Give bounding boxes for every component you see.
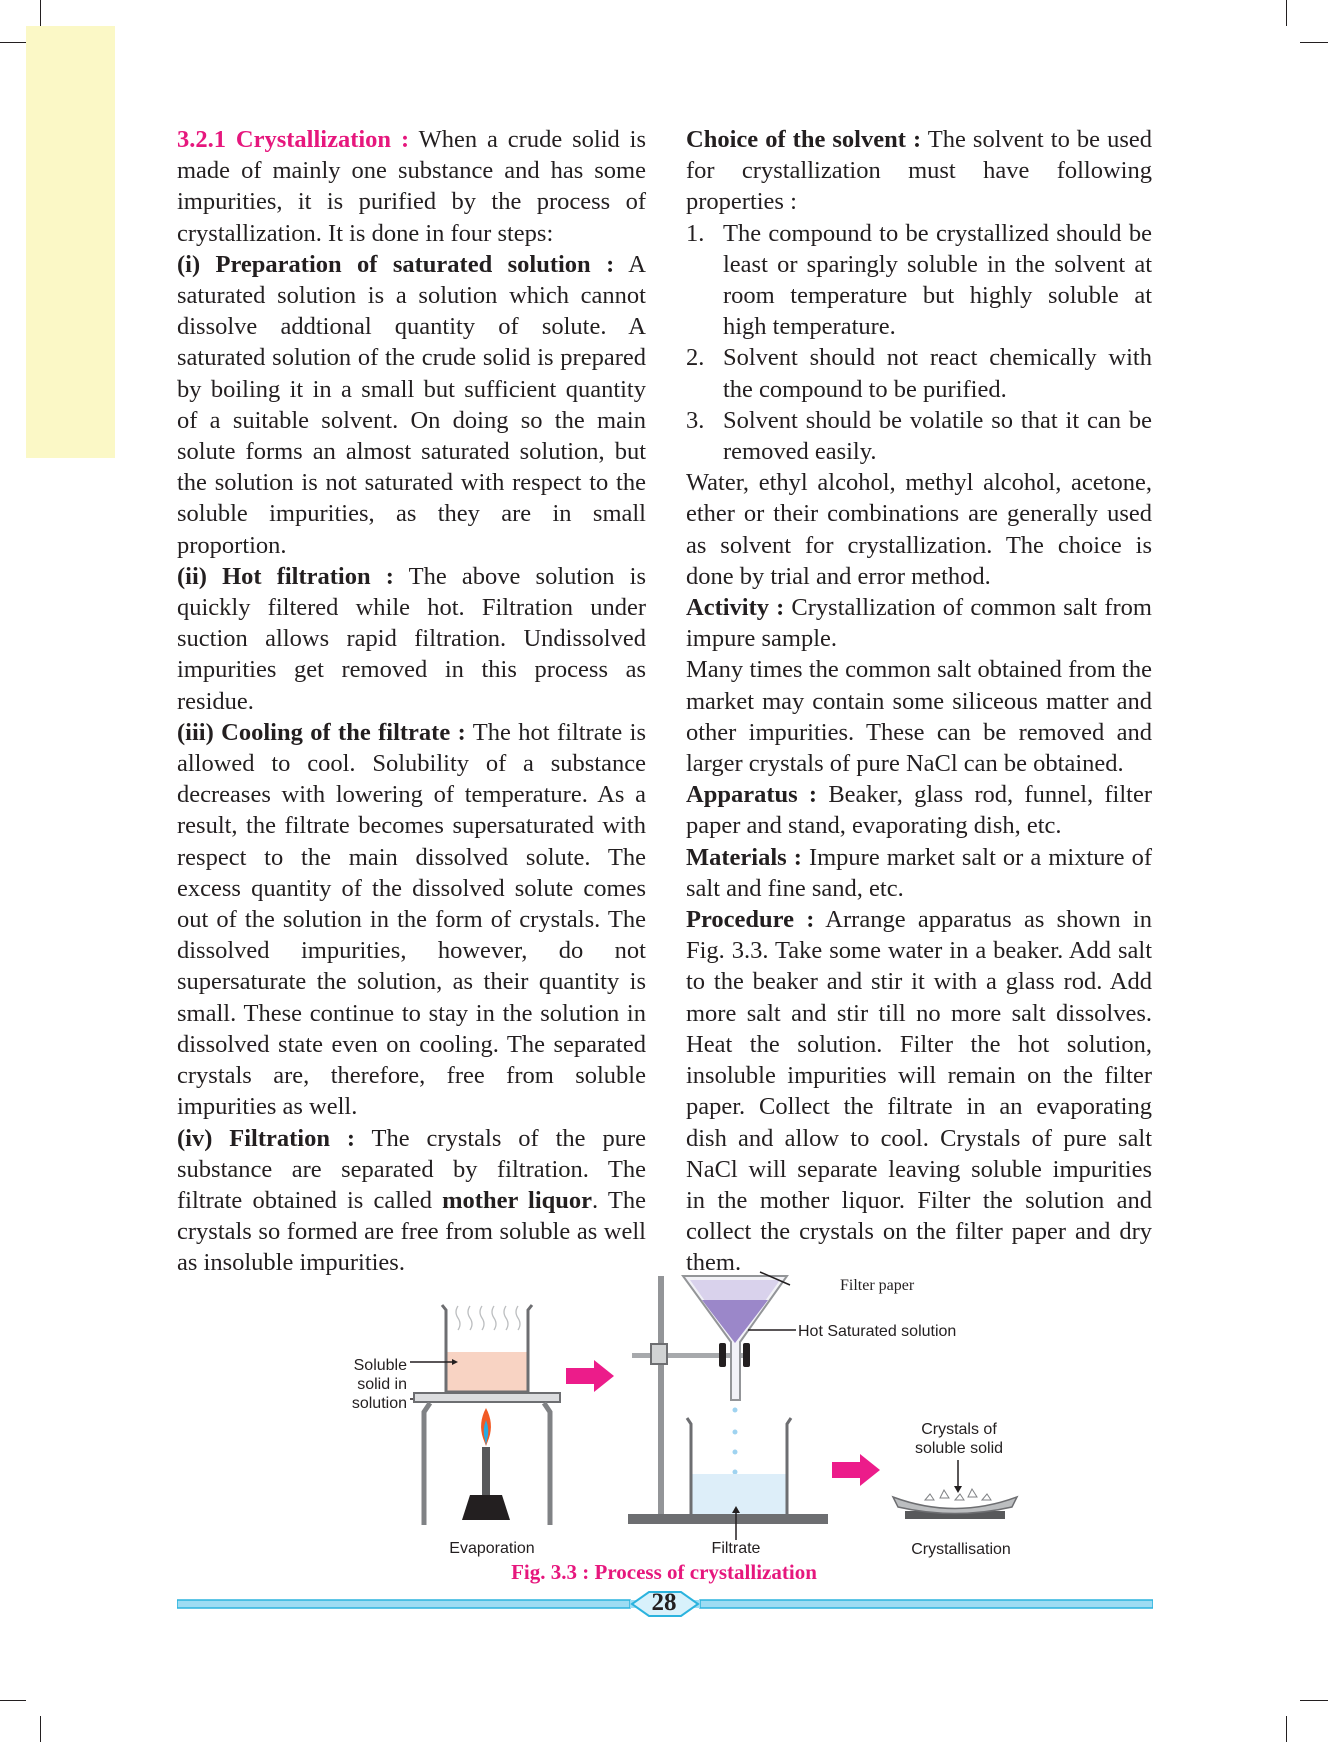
figure-caption: Fig. 3.3 : Process of crystallization	[511, 1560, 817, 1584]
list-number: 3.	[686, 406, 705, 434]
hot-solution	[702, 1300, 768, 1343]
list-item	[686, 405, 1152, 467]
crop-mark	[40, 0, 41, 26]
droplet	[733, 1450, 738, 1455]
paragraph-text: The above solution is quickly filtered while hot. Filtration under suction allows rapid filtration. Undissolved impurities get removed in this process as residue.	[177, 562, 646, 715]
step-heading: (iv) Filtration :	[177, 1124, 356, 1152]
paragraph-text: Crystallization of common salt from impure sample.	[686, 594, 1152, 653]
paragraph-text: Beaker, glass rod, funnel, filter paper and stand, evaporating dish, etc.	[686, 781, 1152, 840]
label-crystals-2: soluble solid	[914, 1440, 1004, 1457]
page-number: 28	[651, 1589, 677, 1616]
list-text: Solvent should not react chemically with the compound to be purified.	[723, 344, 1152, 403]
crop-mark	[1300, 42, 1328, 43]
activity-label: Activity :	[686, 594, 785, 622]
evaporation-setup	[410, 1305, 560, 1525]
left-column	[177, 124, 646, 1279]
paragraph-hot-filtration	[177, 561, 646, 717]
clamp-boss	[651, 1344, 667, 1364]
paragraph-saturated-solution	[177, 249, 646, 561]
paragraph-market-salt: Many times the common salt obtained from the market may contain some siliceous matter and other impurities. These can be removed and larger crystals of pure NaCl can be obtained.	[686, 656, 1152, 778]
apparatus-label: Apparatus :	[686, 781, 818, 809]
arrow-pointer	[954, 1486, 962, 1493]
paragraph-text: The crystals of the pure substance are separated by filtration. The filtrate obtained is called	[177, 1124, 646, 1214]
list-text: Solvent should be volatile so that it can be removed easily.	[723, 406, 1152, 466]
label-crystallisation: Crystallisation	[911, 1541, 1011, 1558]
paragraph-text: The hot filtrate is allowed to cool. Solubility of a substance decreases with lowering of temperature. As a result, the filtrate becomes supersaturated with respect to the main dissolved solute. The excess quantity of the dissolved solute comes out of the solution in the form of crystals. The dissolved impurities, however, do not supersaturate the solution, as their quantity is small. These continue to stay in the solution in dissolved state even on cooling. The separated crystals are, therefore, free from soluble impurities as well.	[177, 718, 646, 1121]
list-number: 2.	[686, 344, 705, 372]
chapter-tab	[26, 26, 115, 458]
paragraph-text: Arrange apparatus as shown in Fig. 3.3. Take some water in a beaker. Add salt to the beaker and stir it with a glass rod. Add more salt and stir till no more salt dissolves. Heat the solution. Filter the hot solution, insoluble impurities will remain on the filter paper. Collect the filtrate in an evaporating dish and allow to cool. Crystals of pure salt NaCl will separate leaving soluble impurities in the mother liquor. Filter the solution and collect the crystals on the filter paper and dry them.	[686, 906, 1152, 1277]
clamp-jaw-left	[719, 1343, 726, 1367]
filtrate-liquid	[693, 1474, 786, 1514]
step-heading: (iii) Cooling of the filtrate :	[177, 718, 466, 746]
paragraph-filtration	[177, 1123, 646, 1279]
paragraph-crystallization	[177, 124, 646, 249]
label-soluble-3: solution	[351, 1395, 407, 1412]
section-heading: Choice of the solvent :	[686, 126, 922, 153]
label-soluble-1: Soluble	[353, 1357, 407, 1374]
list-text: The compound to be crystallized should be least or sparingly soluble in the solvent at room temperature but highly soluble at high temperature.	[723, 219, 1152, 341]
crop-mark	[0, 42, 26, 43]
solution-in-beaker	[448, 1352, 527, 1391]
step-heading: (ii) Hot filtration :	[177, 562, 394, 590]
procedure-label: Procedure :	[686, 906, 815, 934]
crop-mark	[1286, 0, 1287, 26]
process-arrow-icon	[566, 1360, 614, 1392]
term-mother-liquor: mother liquor	[442, 1186, 593, 1214]
label-evaporation: Evaporation	[449, 1540, 535, 1557]
stand-rod	[658, 1276, 664, 1518]
burner-base	[462, 1495, 510, 1520]
step-heading: (i) Preparation of saturated solution :	[177, 250, 615, 278]
properties-list	[686, 218, 1152, 468]
paragraph-text: . The crystals so formed are free from soluble as well as insoluble impurities.	[177, 1186, 646, 1277]
paragraph-solvents: Water, ethyl alcohol, methyl alcohol, acetone, ether or their combinations are generally used as solvent for crystallization. The choice is done by trial and error method.	[686, 469, 1152, 590]
wire-gauze	[414, 1393, 560, 1402]
droplet	[733, 1408, 738, 1413]
paragraph-activity	[686, 592, 1152, 654]
list-number: 1.	[686, 219, 705, 247]
label-soluble-2: solid in	[357, 1376, 407, 1393]
process-arrow-icon	[832, 1454, 880, 1486]
label-filter-paper: Filter paper	[840, 1277, 915, 1294]
paragraph-text: When a crude solid is made of mainly one substance and has some impurities, it is purified by the process of crystallization. It is done in four steps:	[177, 126, 646, 247]
crystallization-figure	[330, 1266, 1050, 1571]
materials-label: Materials :	[686, 843, 802, 871]
filtration-setup	[628, 1272, 828, 1540]
droplet	[733, 1430, 738, 1435]
paragraph-text: A saturated solution is a solution which cannot dissolve addtional quantity of solute. A saturated solution of the crude solid is prepared by boiling it in a small but sufficient quantity of a suitable solvent. On doing so the main solute forms an almost saturated solution, but the solution is not saturated with respect to the soluble impurities, as they are in small proportion.	[177, 250, 646, 559]
paragraph-materials	[686, 842, 1152, 904]
label-crystals-1: Crystals of	[921, 1421, 997, 1438]
crop-mark	[0, 1700, 26, 1701]
crop-mark	[1286, 1716, 1287, 1742]
list-item	[686, 218, 1152, 343]
section-heading: 3.2.1 Crystallization :	[177, 126, 410, 153]
right-column	[686, 124, 1152, 1279]
crop-mark	[40, 1716, 41, 1742]
burner-tube	[482, 1447, 490, 1495]
vapour-lines	[456, 1306, 520, 1330]
label-filtrate: Filtrate	[711, 1540, 761, 1557]
paragraph-procedure	[686, 904, 1152, 1278]
paragraph-text: The solvent to be used for crystallization must have following properties :	[686, 126, 1152, 216]
paragraph-cooling	[177, 717, 646, 1123]
crystallisation-setup	[893, 1460, 1017, 1519]
list-item	[686, 342, 1152, 404]
label-hot-saturated: Hot Saturated solution	[798, 1323, 957, 1340]
clamp-jaw-right	[743, 1343, 750, 1367]
paragraph-text: Impure market salt or a mixture of salt and fine sand, etc.	[686, 843, 1153, 902]
droplet	[733, 1470, 738, 1475]
paragraph-apparatus	[686, 779, 1152, 841]
paragraph-choice-of-solvent	[686, 124, 1152, 218]
crop-mark	[1300, 1700, 1328, 1701]
